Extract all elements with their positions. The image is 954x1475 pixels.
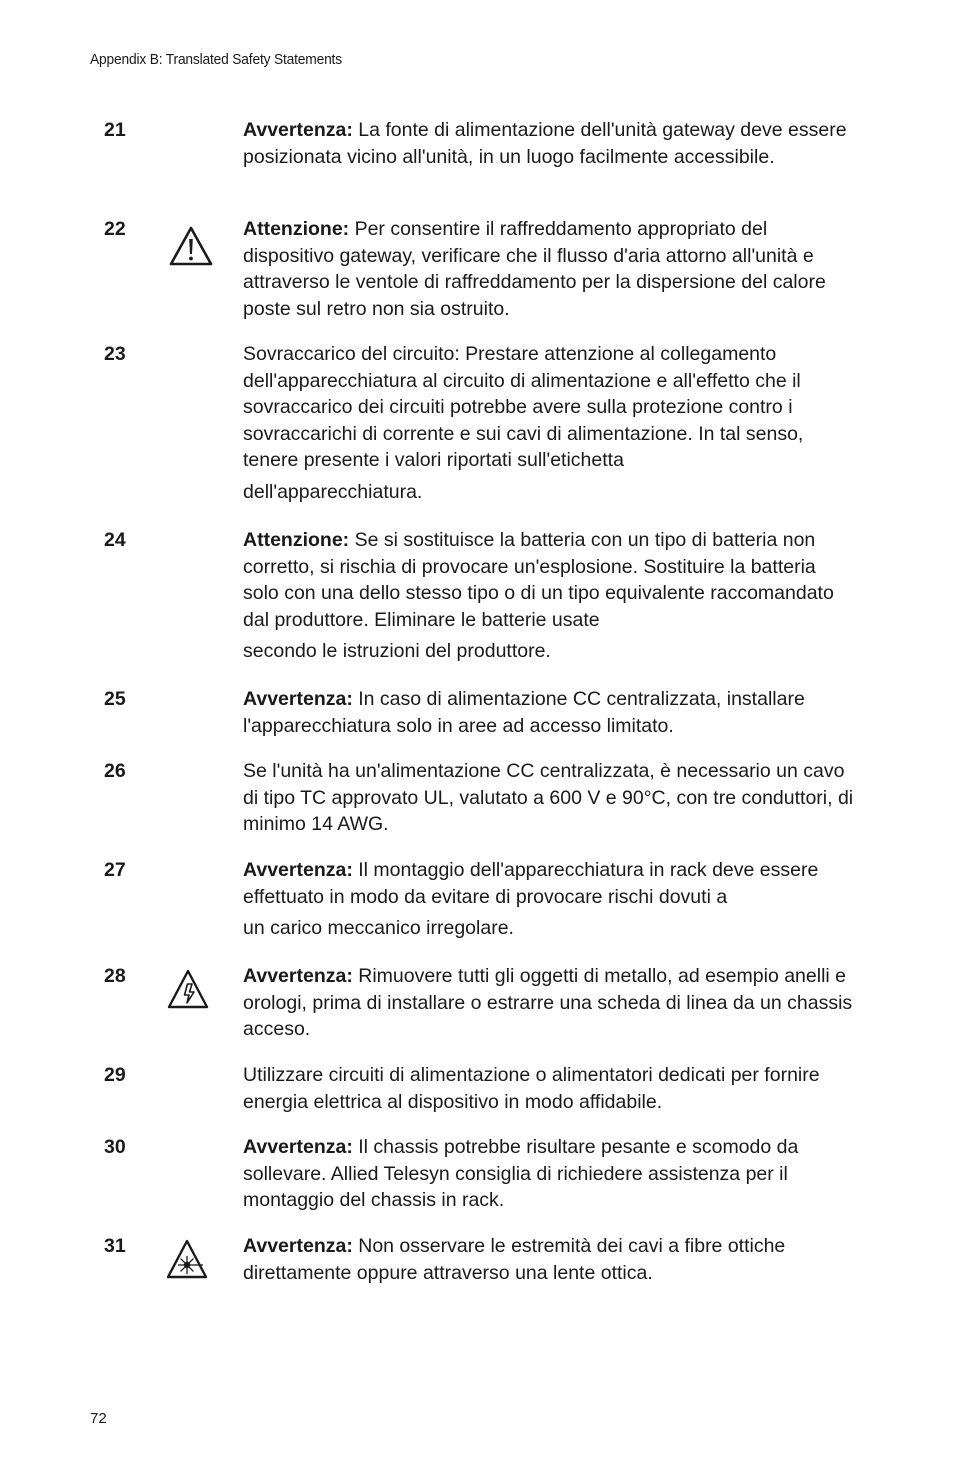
statement-text [243,341,855,505]
statement-tail: dell'apparecchiatura. [243,480,423,503]
statement-text [243,1134,855,1214]
statement-number: 21 [104,119,126,141]
statement-number: 30 [104,1136,126,1158]
warning-triangle-icon [167,224,215,268]
statement-label: Avvertenza: [243,965,353,987]
statement-label: Avvertenza: [243,859,353,881]
statement-label: Avvertenza: [243,1235,353,1257]
statement-text [243,1233,855,1286]
statement-number: 27 [104,859,126,881]
statement-body: Il montaggio dell'apparecchiatura in rack deve essere effettuato in modo da evitare di provocare rischi dovuti a [243,859,819,908]
statement-number: 28 [104,965,126,987]
statement-text [243,963,855,1043]
statement-text [243,857,855,942]
statement-body: Per consentire il raffreddamento appropriato del dispositivo gateway, verificare che il flusso d'aria attorno all'unità e attraverso le ventole di raffreddamento per la dispersione del calore poste sul retro non sia ostruito. [243,218,826,320]
statement-text [243,216,855,322]
statement-number: 23 [104,343,126,365]
statement-label: Avvertenza: [243,688,353,710]
statement-label: Attenzione: [243,218,350,240]
statement-body: La fonte di alimentazione dell'unità gateway deve essere posizionata vicino all'unità, in un luogo facilmente accessibile. [243,119,847,168]
statement-body: Se si sostituisce la batteria con un tipo di batteria non corretto, si rischia di provocare un'esplosione. Sostituire la batteria solo con una dello stesso tipo o di un tipo equivalente raccomandato dal produttore. Eliminare le batterie usate [243,529,834,631]
running-header: Appendix B: Translated Safety Statements [90,51,342,68]
page-number: 72 [90,1410,107,1427]
statement-body: Se l'unità ha un'alimentazione CC centralizzata, è necessario un cavo di tipo TC approvato UL, valutato a 600 V e 90°C, con tre conduttori, di minimo 14 AWG. [243,760,854,835]
statement-number: 22 [104,218,126,240]
statement-body: Sovraccarico del circuito: Prestare attenzione al collegamento dell'apparecchiatura al circuito di alimentazione e all'effetto che il sovraccarico dei circuiti potrebbe avere sulla protezione contro i sovraccarichi di corrente e sui cavi di alimentazione. In tal senso, tenere presente i valori riportati sull'etichetta [243,343,804,471]
statement-body: In caso di alimentazione CC centralizzata, installare l'apparecchiatura solo in aree ad accesso limitato. [243,688,805,737]
statement-text [243,117,855,170]
statement-text [243,1062,855,1115]
statement-body: Utilizzare circuiti di alimentazione o alimentatori dedicati per fornire energia elettrica al dispositivo in modo affidabile. [243,1064,820,1113]
statement-text [243,758,855,838]
laser-hazard-icon [167,1237,215,1281]
statement-text [243,527,855,665]
statement-number: 25 [104,688,126,710]
statement-tail: secondo le istruzioni del produttore. [243,640,551,662]
statement-text [243,686,855,739]
statement-label: Avvertenza: [243,119,353,141]
statement-number: 26 [104,760,126,782]
statement-body: Il chassis potrebbe risultare pesante e scomodo da sollevare. Allied Telesyn consiglia di richiedere assistenza per il montaggio del chassis in rack. [243,1136,799,1211]
electrical-hazard-icon [167,967,215,1011]
statement-label: Attenzione: [243,529,350,551]
statement-number: 31 [104,1235,126,1257]
statement-body: Non osservare le estremità dei cavi a fibre ottiche direttamente oppure attraverso una lente ottica. [243,1235,786,1284]
statement-label: Avvertenza: [243,1136,353,1158]
statement-body: Rimuovere tutti gli oggetti di metallo, ad esempio anelli e orologi, prima di installare o estrarre una scheda di linea da un chassis acceso. [243,965,853,1040]
statement-tail: un carico meccanico irregolare. [243,917,514,939]
statement-number: 29 [104,1064,126,1086]
statement-number: 24 [104,529,126,551]
